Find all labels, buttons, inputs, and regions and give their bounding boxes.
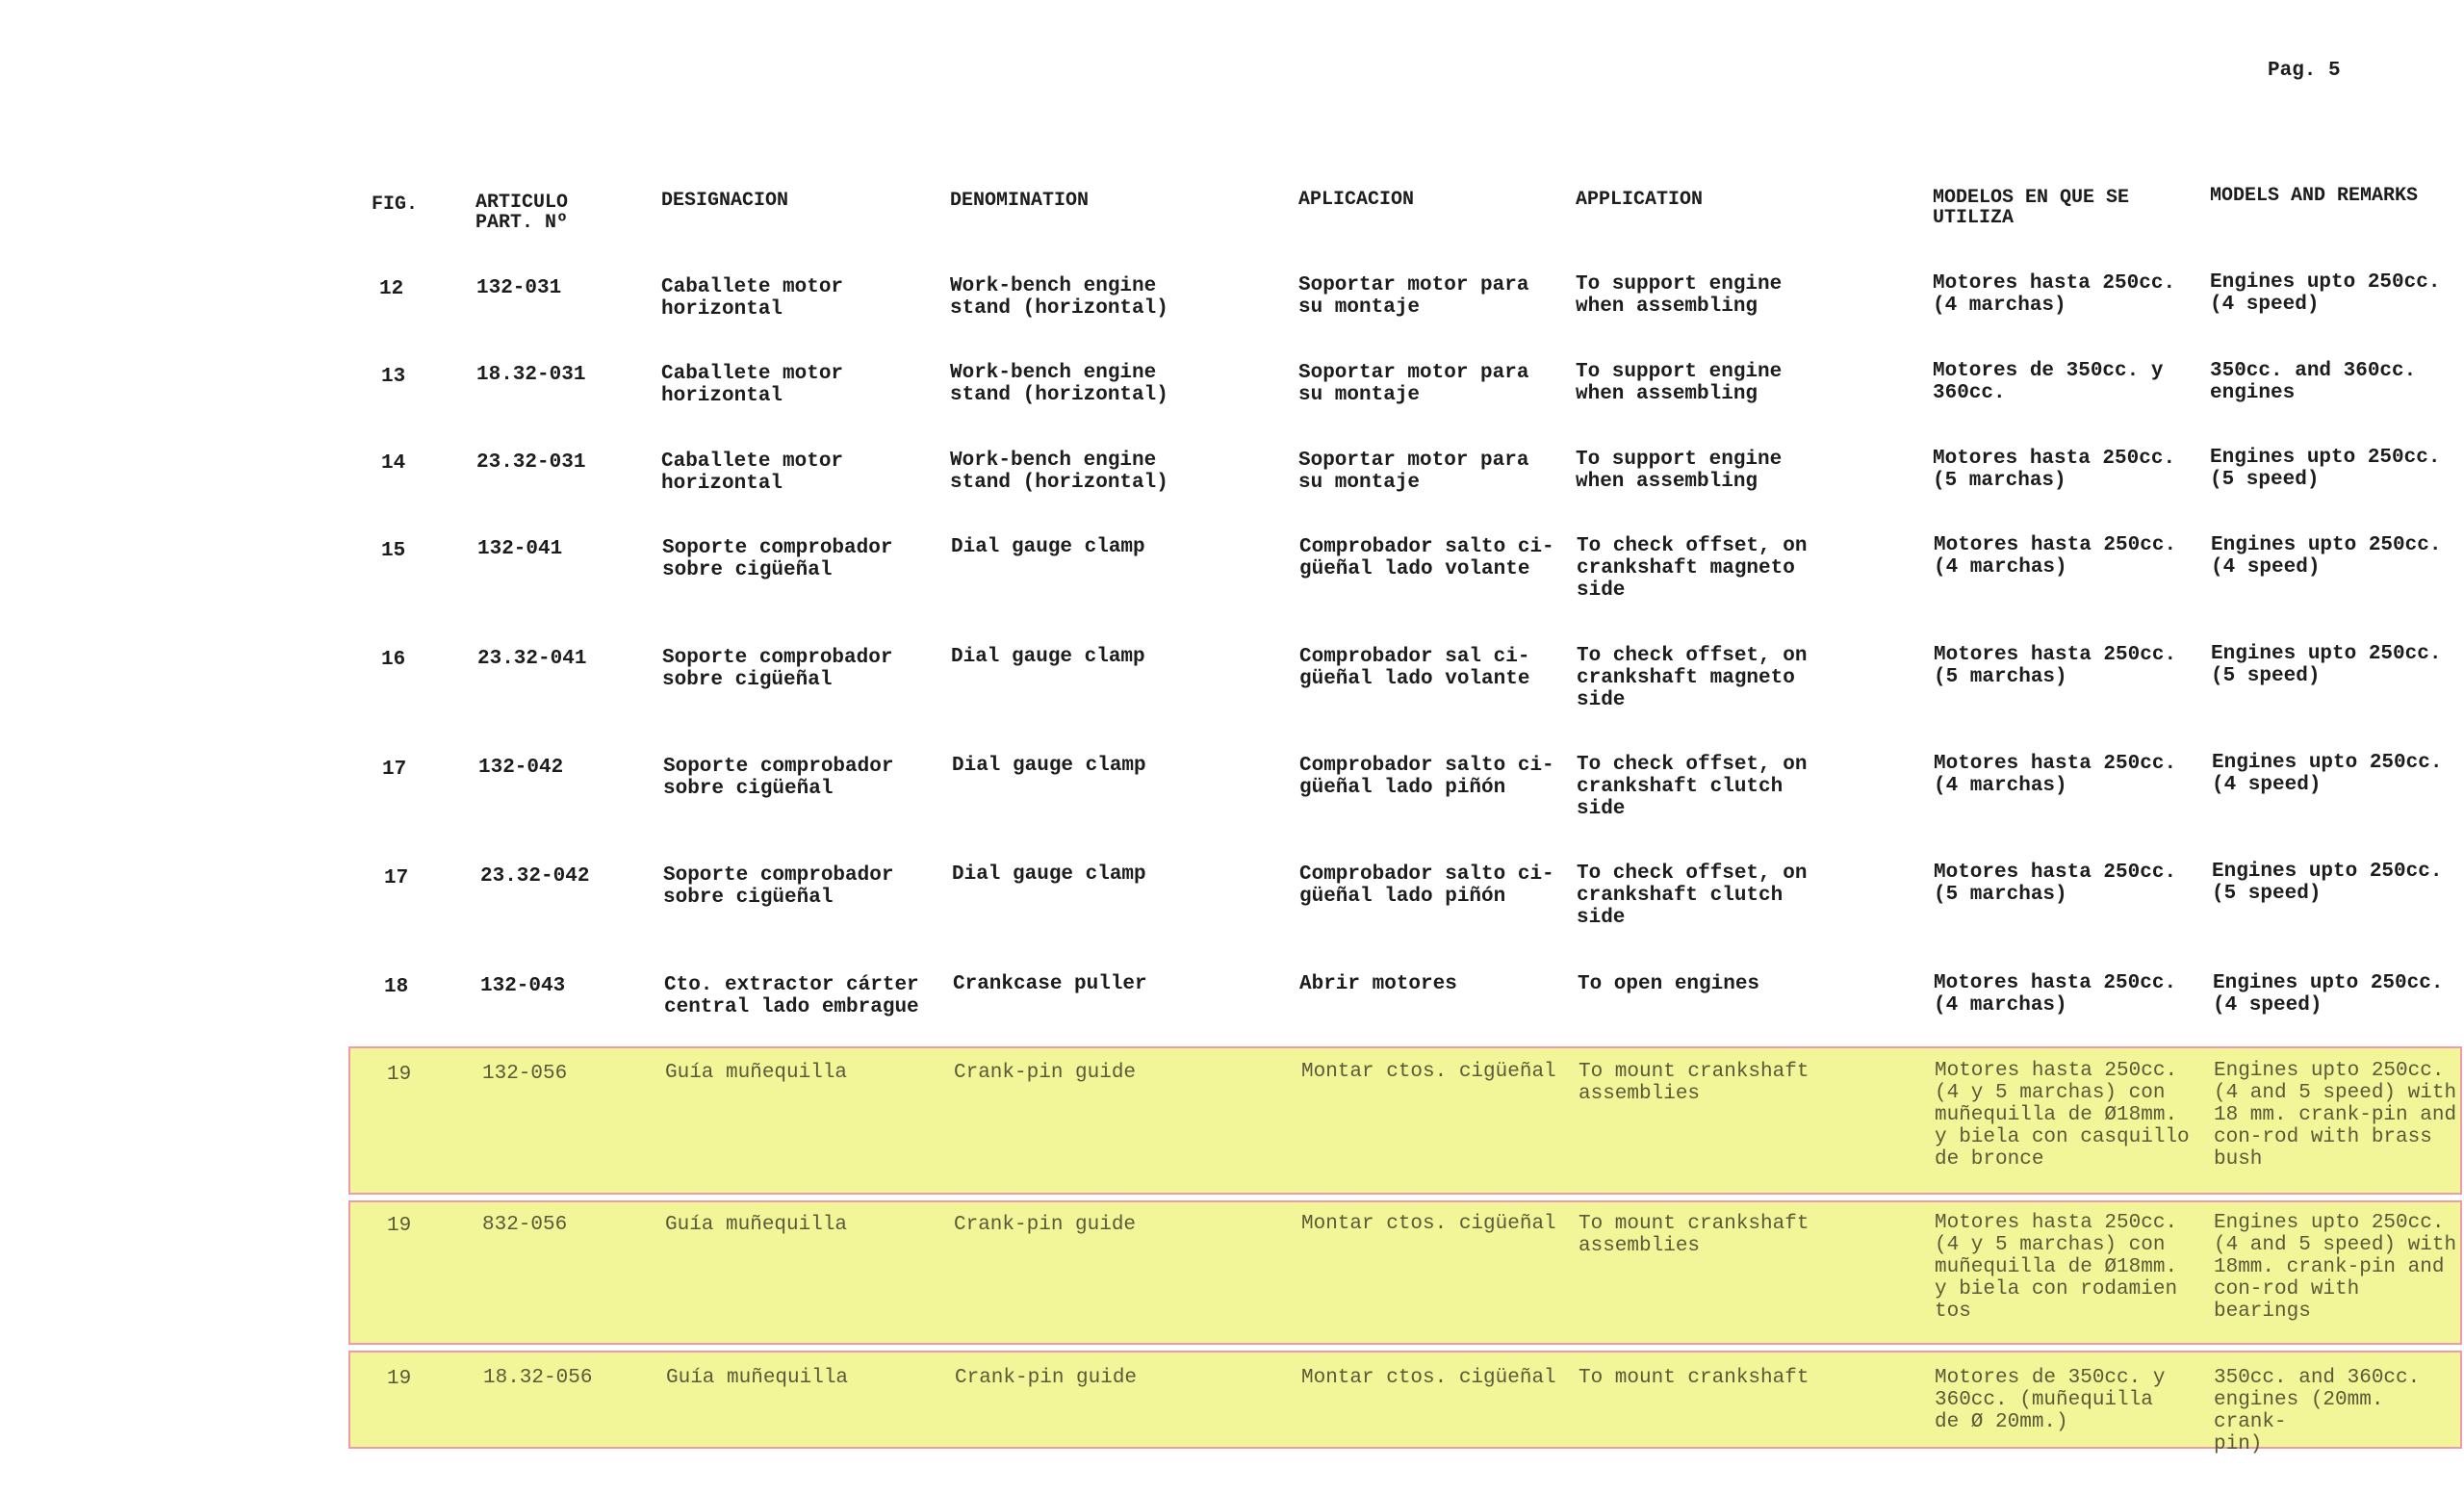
cell-denomination: Crankcase puller — [953, 973, 1147, 995]
cell-modelos: Motores hasta 250cc. (4 marchas) — [1934, 534, 2177, 579]
col-header-part: ARTICULO PART. Nº — [475, 192, 569, 234]
col-header-modelos: MODELOS EN QUE SE UTILIZA — [1933, 187, 2130, 229]
cell-designacion: Soporte comprobador sobre cigüeñal — [662, 537, 893, 581]
cell-application: To check offset, on crankshaft clutch side — [1577, 754, 1808, 820]
cell-fig: 17 — [382, 759, 407, 781]
cell-designacion: Caballete motor horizontal — [661, 276, 844, 321]
cell-aplicacion: Soportar motor para su montaje — [1298, 274, 1529, 319]
cell-aplicacion: Comprobador salto ci- güeñal lado piñón — [1299, 755, 1554, 799]
cell-denomination: Crank-pin guide — [955, 1367, 1138, 1389]
cell-models: Engines upto 250cc. (5 speed) — [2210, 447, 2441, 491]
cell-models: 350cc. and 360cc. engines (20mm. crank- pin) — [2214, 1367, 2421, 1455]
cell-fig: 12 — [379, 278, 404, 300]
cell-models: Engines upto 250cc. (4 and 5 speed) with 18mm. crank-pin and con-rod with bearings — [2214, 1212, 2457, 1323]
cell-part: 18.32-056 — [483, 1367, 593, 1389]
cell-designacion: Soporte comprobador sobre cigüeñal — [663, 756, 894, 800]
cell-designacion: Caballete motor horizontal — [661, 363, 844, 407]
cell-part: 832-056 — [482, 1214, 568, 1236]
cell-aplicacion: Comprobador salto ci- güeñal lado piñón — [1299, 863, 1554, 908]
cell-aplicacion: Comprobador salto ci- güeñal lado volante — [1299, 536, 1554, 580]
cell-denomination: Work-bench engine stand (horizontal) — [950, 450, 1168, 494]
cell-denomination: Work-bench engine stand (horizontal) — [950, 362, 1168, 406]
cell-aplicacion: Comprobador sal ci- güeñal lado volante — [1299, 646, 1530, 690]
cell-fig: 17 — [384, 867, 409, 889]
cell-modelos: Motores de 350cc. y 360cc. — [1933, 360, 2164, 404]
cell-part: 132-041 — [477, 538, 563, 560]
cell-models: Engines upto 250cc. (4 and 5 speed) with 18 mm. crank-pin and con-rod with brass bush — [2214, 1060, 2457, 1171]
cell-modelos: Motores hasta 250cc. (4 y 5 marchas) con muñequilla de Ø18mm. y biela con rodamien tos — [1935, 1212, 2178, 1323]
cell-application: To check offset, on crankshaft magneto side — [1577, 535, 1808, 602]
cell-fig: 18 — [384, 976, 409, 998]
cell-part: 18.32-031 — [476, 364, 586, 386]
cell-denomination: Crank-pin guide — [954, 1062, 1137, 1084]
cell-application: To open engines — [1578, 973, 1760, 995]
cell-designacion: Soporte comprobador sobre cigüeñal — [662, 647, 893, 691]
col-header-denomination: DENOMINATION — [950, 190, 1090, 212]
cell-models: Engines upto 250cc. (5 speed) — [2211, 643, 2442, 687]
cell-fig: 19 — [387, 1368, 412, 1390]
cell-aplicacion: Abrir motores — [1299, 973, 1457, 995]
cell-modelos: Motores hasta 250cc. (5 marchas) — [1933, 448, 2176, 492]
cell-denomination: Dial gauge clamp — [952, 863, 1146, 886]
cell-models: Engines upto 250cc. (4 speed) — [2211, 534, 2442, 579]
cell-designacion: Soporte comprobador sobre cigüeñal — [663, 864, 894, 909]
cell-fig: 19 — [387, 1215, 412, 1237]
cell-denomination: Dial gauge clamp — [951, 646, 1145, 668]
cell-modelos: Motores hasta 250cc. (4 marchas) — [1933, 272, 2176, 317]
col-header-designacion: DESIGNACION — [661, 190, 789, 212]
cell-models: Engines upto 250cc. (4 speed) — [2210, 271, 2441, 316]
cell-part: 132-031 — [476, 277, 562, 299]
cell-modelos: Motores hasta 250cc. (4 y 5 marchas) con muñequilla de Ø18mm. y biela con casquillo de bronce — [1935, 1060, 2190, 1171]
cell-application: To support engine when assembling — [1576, 361, 1783, 405]
cell-models: Engines upto 250cc. (5 speed) — [2212, 861, 2443, 905]
cell-models: 350cc. and 360cc. engines — [2210, 360, 2417, 404]
cell-aplicacion: Soportar motor para su montaje — [1298, 362, 1529, 406]
cell-models: Engines upto 250cc. (4 speed) — [2213, 972, 2444, 1017]
col-header-application: APPLICATION — [1576, 189, 1704, 211]
cell-aplicacion: Montar ctos. cigüeñal — [1301, 1213, 1556, 1235]
cell-modelos: Motores hasta 250cc. (5 marchas) — [1934, 644, 2177, 688]
cell-modelos: Motores hasta 250cc. (5 marchas) — [1934, 862, 2177, 906]
cell-application: To mount crankshaft assemblies — [1578, 1061, 1810, 1105]
cell-fig: 13 — [381, 366, 406, 388]
cell-application: To mount crankshaft assemblies — [1578, 1213, 1810, 1257]
cell-aplicacion: Montar ctos. cigüeñal — [1301, 1061, 1556, 1083]
cell-fig: 16 — [381, 649, 406, 671]
cell-modelos: Motores hasta 250cc. (4 marchas) — [1934, 972, 2177, 1017]
cell-application: To mount crankshaft — [1578, 1367, 1810, 1389]
cell-fig: 14 — [381, 452, 406, 475]
cell-designacion: Guía muñequilla — [666, 1367, 849, 1389]
cell-application: To support engine when assembling — [1576, 449, 1783, 493]
cell-application: To check offset, on crankshaft clutch side — [1577, 863, 1808, 929]
cell-designacion: Guía muñequilla — [665, 1062, 848, 1084]
col-header-models: MODELS AND REMARKS — [2210, 185, 2419, 207]
cell-designacion: Guía muñequilla — [665, 1214, 848, 1236]
cell-fig: 19 — [387, 1064, 412, 1086]
col-header-aplicacion: APLICACION — [1298, 189, 1415, 211]
cell-modelos: Motores de 350cc. y 360cc. (muñequilla de Ø 20mm.) — [1935, 1367, 2166, 1433]
cell-aplicacion: Soportar motor para su montaje — [1298, 450, 1529, 494]
cell-application: To support engine when assembling — [1576, 273, 1783, 318]
cell-models: Engines upto 250cc. (4 speed) — [2212, 752, 2443, 796]
cell-part: 23.32-031 — [476, 451, 586, 474]
cell-designacion: Caballete motor horizontal — [661, 451, 844, 495]
cell-part: 23.32-042 — [480, 865, 590, 888]
cell-denomination: Dial gauge clamp — [952, 755, 1146, 777]
cell-part: 132-042 — [478, 757, 564, 779]
col-header-fig: FIG. — [372, 193, 419, 216]
page-number: Pag. 5 — [2268, 60, 2341, 82]
cell-fig: 15 — [381, 540, 406, 562]
cell-application: To check offset, on crankshaft magneto side — [1577, 645, 1808, 711]
cell-aplicacion: Montar ctos. cigüeñal — [1301, 1367, 1556, 1389]
cell-part: 132-043 — [480, 975, 566, 997]
cell-modelos: Motores hasta 250cc. (4 marchas) — [1934, 753, 2177, 797]
cell-part: 132-056 — [482, 1063, 568, 1085]
cell-denomination: Crank-pin guide — [954, 1214, 1137, 1236]
cell-part: 23.32-041 — [477, 648, 587, 670]
cell-denomination: Dial gauge clamp — [951, 536, 1145, 558]
cell-designacion: Cto. extractor cárter central lado embrague — [664, 974, 919, 1018]
cell-denomination: Work-bench engine stand (horizontal) — [950, 275, 1168, 320]
